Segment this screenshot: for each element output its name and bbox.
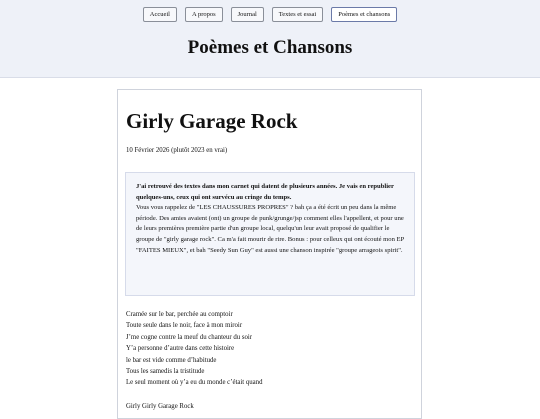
lyric-line: Tous les samedis la tristitude xyxy=(126,368,205,376)
nav-a-propos-button[interactable]: A propos xyxy=(185,7,223,22)
intro-box xyxy=(125,172,415,296)
page-title: Poèmes et Chansons xyxy=(187,37,353,58)
header-band xyxy=(0,0,540,78)
top-nav xyxy=(0,7,540,22)
lyrics xyxy=(126,309,262,389)
lyric-line-partial: Girly Girly Garage Rock xyxy=(126,403,194,410)
intro-bold-text: J'ai retrouvé des textes dans mon carnet qui datent de plusieurs années. Je vais en republier quelques-uns, ceux qui ont survécu au cringe du temps. xyxy=(136,183,394,201)
lyric-line: Y’a personne d’autre dans cette histoire xyxy=(126,345,235,353)
lyric-line: le bar est vide comme d’habitude xyxy=(126,356,217,364)
nav-poemes-button[interactable]: Poèmes et chansons xyxy=(331,7,397,22)
article-title: Girly Garage Rock xyxy=(126,109,298,133)
lyric-line: Toute seule dans le noir, face à mon miroir xyxy=(126,322,243,330)
article-card xyxy=(117,89,422,419)
nav-journal-button[interactable]: Journal xyxy=(231,7,264,22)
lyric-line: J’me cogne contre la meuf du chanteur du soir xyxy=(126,333,253,341)
article-date: 10 Février 2026 (plutôt 2023 en vrai) xyxy=(126,147,228,154)
lyric-line: Le seul moment où y’a eu du monde c’était quand xyxy=(126,379,263,387)
intro-text: Vous vous rappelez de "LES CHAUSSURES PROPRES" ? bah ça a été écrit un peu dans la même période. Des amies avaient (ont) un groupe de punk/grunge/jsp comment elles l'appellent, et pour une de leurs premières première partie d'un groupe local, quelqu'un leur avait proposé de qualifier le groupe de "girly garage rock". Ca m'a fait mourir de rire. Bonus : pour celleux qui ont écouté mon EP "FAITES MIEUX", et bah "Seedy Sun Guy" est aussi une chanson inspirée "groupe arrageois spirit". xyxy=(136,204,404,254)
lyric-line: Cramée sur le bar, perchée au comptoir xyxy=(126,311,233,318)
nav-textes-button[interactable]: Textes et essai xyxy=(272,7,323,22)
nav-accueil-button[interactable]: Accueil xyxy=(143,7,177,22)
